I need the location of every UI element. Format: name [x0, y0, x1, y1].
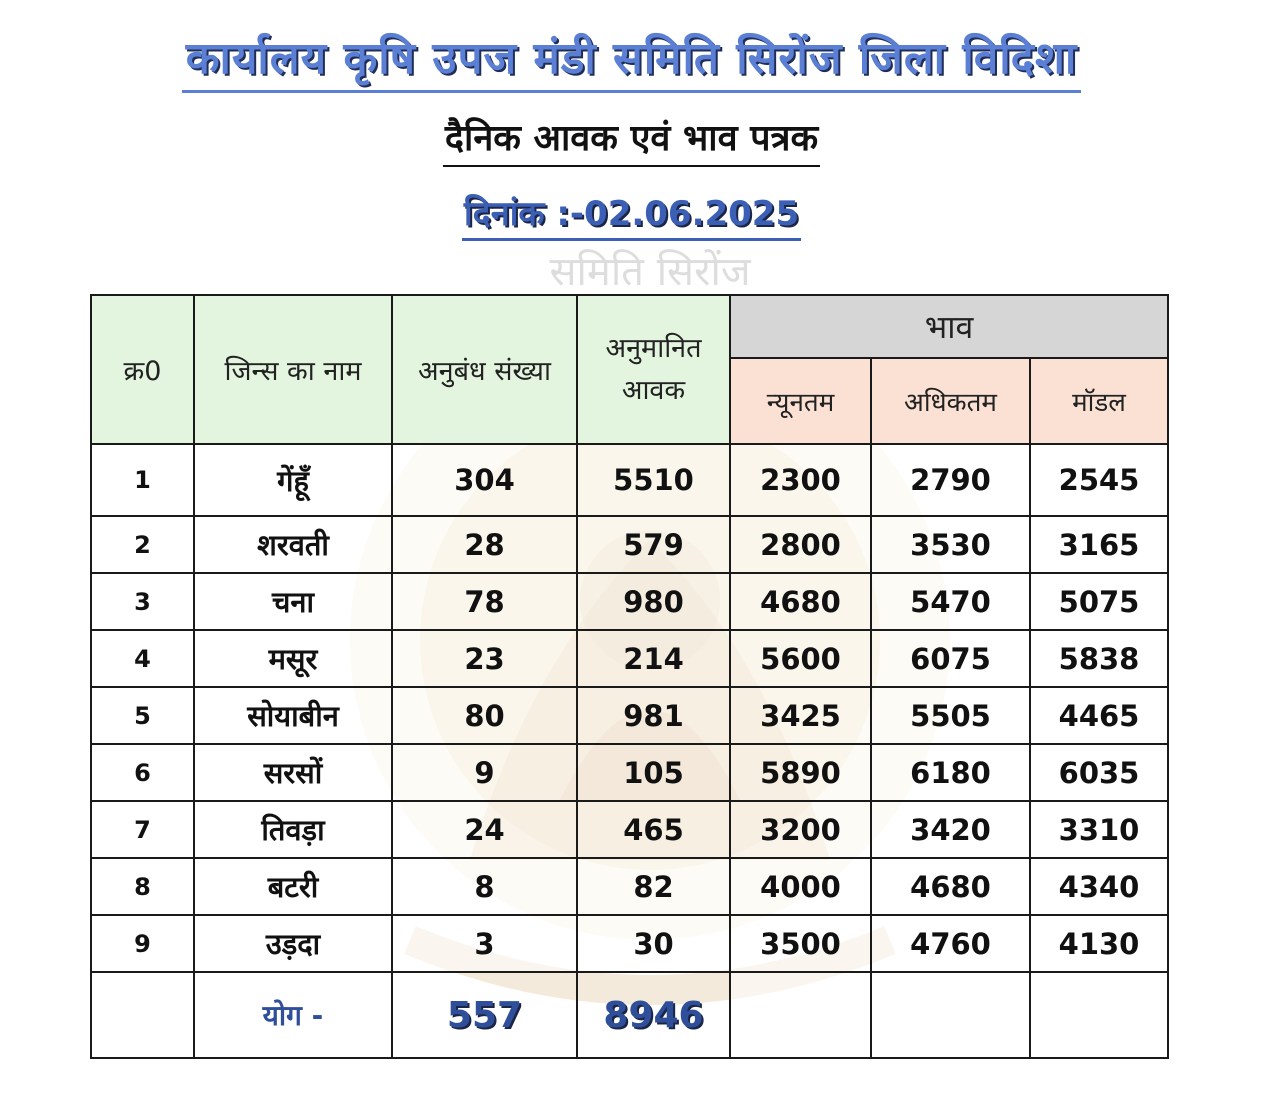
cell-serial: 1	[91, 444, 194, 516]
cell-modal: 5075	[1030, 573, 1168, 630]
cell-contracts: 80	[392, 687, 577, 744]
cell-contracts: 23	[392, 630, 577, 687]
report-title-text: दैनिक आवक एवं भाव पत्रक	[443, 113, 820, 167]
report-date-text: दिनांक :-02.06.2025	[462, 190, 801, 241]
cell-serial: 5	[91, 687, 194, 744]
cell-min: 4680	[730, 573, 871, 630]
table-row	[91, 630, 1168, 687]
cell-min: 2300	[730, 444, 871, 516]
cell-min: 5600	[730, 630, 871, 687]
cell-min: 3500	[730, 915, 871, 972]
cell-contracts: 9	[392, 744, 577, 801]
cell-contracts: 304	[392, 444, 577, 516]
cell-max: 3420	[871, 801, 1030, 858]
cell-max: 6180	[871, 744, 1030, 801]
col-header-serial: क्र0	[91, 295, 194, 444]
total-row	[91, 972, 1168, 1058]
cell-arrival: 579	[577, 516, 730, 573]
table-row	[91, 516, 1168, 573]
report-title	[0, 113, 1263, 167]
cell-serial: 7	[91, 801, 194, 858]
col-header-commodity: जिन्स का नाम	[194, 295, 392, 444]
table-row	[91, 573, 1168, 630]
cell-modal: 3165	[1030, 516, 1168, 573]
cell-min: 3200	[730, 801, 871, 858]
cell-modal: 4465	[1030, 687, 1168, 744]
cell-max: 5470	[871, 573, 1030, 630]
cell-commodity: शरवती	[194, 516, 392, 573]
total-empty-cell	[91, 972, 194, 1058]
cell-min: 3425	[730, 687, 871, 744]
cell-commodity: मसूर	[194, 630, 392, 687]
total-empty-cell	[871, 972, 1030, 1058]
cell-max: 2790	[871, 444, 1030, 516]
total-arrival: 8946	[577, 972, 730, 1058]
cell-serial: 2	[91, 516, 194, 573]
cell-commodity: उड़दा	[194, 915, 392, 972]
rates-table	[90, 294, 1169, 1059]
cell-max: 3530	[871, 516, 1030, 573]
cell-commodity: सोयाबीन	[194, 687, 392, 744]
watermark-text: समिति सिरोंज	[549, 249, 751, 295]
col-header-min: न्यूनतम	[730, 358, 871, 444]
cell-arrival: 82	[577, 858, 730, 915]
cell-serial: 4	[91, 630, 194, 687]
col-header-max: अधिकतम	[871, 358, 1030, 444]
cell-commodity: गेंहूँ	[194, 444, 392, 516]
cell-serial: 6	[91, 744, 194, 801]
col-header-contracts: अनुबंध संख्या	[392, 295, 577, 444]
cell-min: 5890	[730, 744, 871, 801]
cell-max: 6075	[871, 630, 1030, 687]
cell-contracts: 28	[392, 516, 577, 573]
cell-arrival: 5510	[577, 444, 730, 516]
table-row	[91, 687, 1168, 744]
cell-commodity: तिवड़ा	[194, 801, 392, 858]
cell-contracts: 3	[392, 915, 577, 972]
cell-serial: 9	[91, 915, 194, 972]
cell-max: 5505	[871, 687, 1030, 744]
table-row	[91, 915, 1168, 972]
cell-commodity: सरसों	[194, 744, 392, 801]
table-row	[91, 858, 1168, 915]
cell-commodity: बटरी	[194, 858, 392, 915]
cell-serial: 3	[91, 573, 194, 630]
cell-arrival: 980	[577, 573, 730, 630]
cell-max: 4760	[871, 915, 1030, 972]
cell-commodity: चना	[194, 573, 392, 630]
cell-arrival: 30	[577, 915, 730, 972]
cell-contracts: 78	[392, 573, 577, 630]
table-row	[91, 444, 1168, 516]
cell-arrival: 214	[577, 630, 730, 687]
cell-modal: 3310	[1030, 801, 1168, 858]
cell-contracts: 8	[392, 858, 577, 915]
cell-serial: 8	[91, 858, 194, 915]
col-header-price-group: भाव	[730, 295, 1168, 358]
cell-arrival: 465	[577, 801, 730, 858]
office-title-text: कार्यालय कृषि उपज मंडी समिति सिरोंज जिला विदिशा	[182, 30, 1082, 93]
col-header-modal: मॉडल	[1030, 358, 1168, 444]
report-date	[0, 190, 1263, 241]
total-contracts: 557	[392, 972, 577, 1058]
cell-modal: 5838	[1030, 630, 1168, 687]
col-header-estimated-arrival: अनुमानित आवक	[577, 295, 730, 444]
cell-modal: 4130	[1030, 915, 1168, 972]
total-label: योग -	[194, 972, 392, 1058]
cell-arrival: 981	[577, 687, 730, 744]
cell-modal: 4340	[1030, 858, 1168, 915]
total-empty-cell	[1030, 972, 1168, 1058]
total-empty-cell	[730, 972, 871, 1058]
table-row	[91, 801, 1168, 858]
cell-modal: 6035	[1030, 744, 1168, 801]
table-row	[91, 744, 1168, 801]
cell-min: 2800	[730, 516, 871, 573]
cell-contracts: 24	[392, 801, 577, 858]
cell-max: 4680	[871, 858, 1030, 915]
office-title	[0, 30, 1263, 93]
cell-modal: 2545	[1030, 444, 1168, 516]
cell-arrival: 105	[577, 744, 730, 801]
cell-min: 4000	[730, 858, 871, 915]
